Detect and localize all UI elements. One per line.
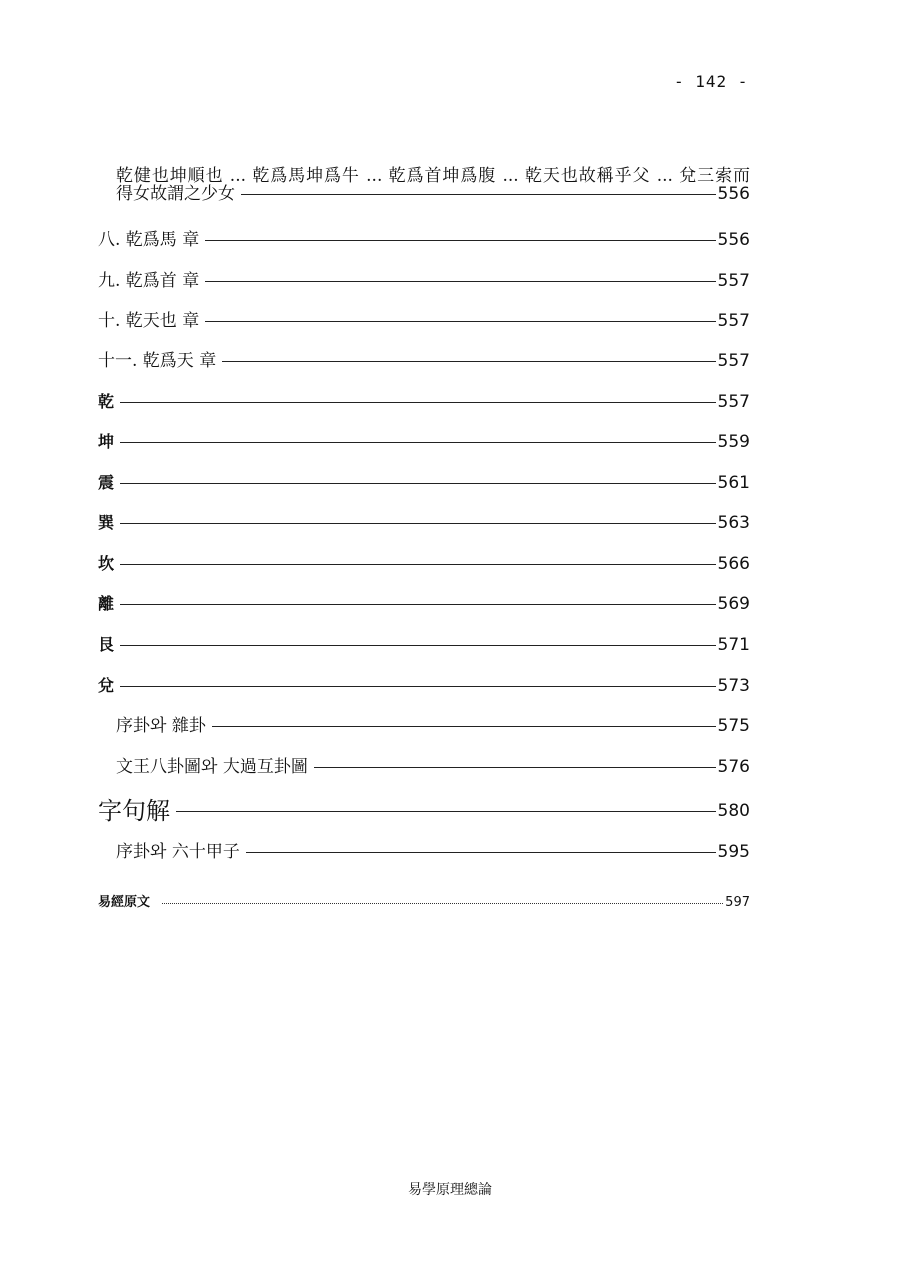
toc-entry-trigram[interactable] (98, 392, 750, 412)
leader-line (120, 686, 716, 687)
leader-line (241, 194, 716, 195)
toc-entry[interactable] (98, 230, 750, 250)
leader-line (120, 442, 716, 443)
toc-entry-label: 八. 乾爲馬 章 (98, 230, 200, 250)
toc-entry-label: 兌 (98, 676, 115, 695)
toc-entry-page: 561 (717, 473, 750, 493)
toc-entry-page: 569 (717, 594, 750, 614)
toc-entry-label: 艮 (98, 635, 115, 654)
toc-entry-label: 序卦와 六十甲子 (116, 842, 240, 862)
toc-entry-label: 乾 (98, 392, 115, 411)
toc-entry-label: 坎 (98, 554, 115, 573)
toc-entry-trigram[interactable] (98, 432, 750, 452)
leader-line (120, 564, 716, 565)
toc-entry[interactable] (98, 311, 750, 331)
toc-entry-label: 九. 乾爲首 章 (98, 271, 200, 291)
leader-line (212, 726, 716, 727)
toc-entry-label: 文王八卦圖와 大過互卦圖 (116, 757, 308, 777)
page-number: - 142 - (674, 72, 749, 91)
toc-entry-multiline-line2[interactable] (116, 184, 750, 204)
toc-entry-page: 557 (717, 392, 750, 412)
toc-entry-page: 557 (717, 351, 750, 371)
toc-entry-page: 559 (717, 432, 750, 452)
toc-entry-label: 十一. 乾爲天 章 (98, 351, 217, 371)
leader-line (205, 281, 715, 282)
toc-entry-appendix[interactable] (98, 893, 750, 913)
toc-entry-multiline-line1: 乾健也坤順也 ... 乾爲馬坤爲牛 ... 乾爲首坤爲腹 ... 乾天也故稱乎父 ... 兌三索而 (116, 166, 750, 186)
toc-entry-page: 557 (717, 271, 750, 291)
leader-line (205, 321, 715, 322)
toc-entry-trigram[interactable] (98, 554, 750, 574)
toc-entry[interactable] (98, 271, 750, 291)
toc-entry[interactable] (116, 842, 750, 862)
leader-line (120, 645, 716, 646)
leader-line (120, 604, 716, 605)
toc-entry-page: 575 (717, 716, 750, 736)
toc-entry-page: 556 (717, 184, 750, 204)
leader-line (120, 523, 716, 524)
toc-entry-trigram[interactable] (98, 513, 750, 533)
toc-entry-page: 557 (717, 311, 750, 331)
toc-entry[interactable] (98, 351, 750, 371)
toc-entry-page: 556 (717, 230, 750, 250)
leader-line (205, 240, 715, 241)
toc-entry-page: 566 (717, 554, 750, 574)
leader-line (176, 811, 716, 812)
toc-entry-label: 易經原文 (98, 895, 151, 910)
toc-entry-page: 571 (717, 635, 750, 655)
toc-entry-page: 595 (717, 842, 750, 862)
toc-entry-trigram[interactable] (98, 635, 750, 655)
toc-entry[interactable] (116, 757, 750, 777)
toc-entry-page: 576 (717, 757, 750, 777)
toc-entry-page: 563 (717, 513, 750, 533)
toc-entry-section[interactable] (98, 798, 750, 824)
dotted-leader (162, 903, 723, 904)
toc-entry-trigram[interactable] (98, 473, 750, 493)
book-title-footer: 易學原理總論 (408, 1182, 492, 1198)
toc-entry-page: 597 (725, 895, 750, 910)
toc-entry-label: 坤 (98, 432, 115, 451)
toc-entry-label: 得女故謂之少女 (116, 184, 235, 204)
toc-entry-trigram[interactable] (98, 594, 750, 614)
leader-line (314, 767, 716, 768)
leader-line (120, 402, 716, 403)
leader-line (120, 483, 716, 484)
leader-line (222, 361, 715, 362)
toc-entry-label: 離 (98, 594, 115, 613)
toc-entry-label: 十. 乾天也 章 (98, 311, 200, 331)
toc-entry-label: 字句解 (98, 797, 170, 825)
toc-entry-label: 序卦와 雜卦 (116, 716, 206, 736)
toc-entry-label: 震 (98, 473, 115, 492)
toc-entry-page: 580 (717, 801, 750, 821)
toc-entry-page: 573 (717, 676, 750, 696)
leader-line (246, 852, 716, 853)
toc-entry[interactable] (116, 716, 750, 736)
toc-entry-trigram[interactable] (98, 676, 750, 696)
toc-entry-label: 巽 (98, 513, 115, 532)
